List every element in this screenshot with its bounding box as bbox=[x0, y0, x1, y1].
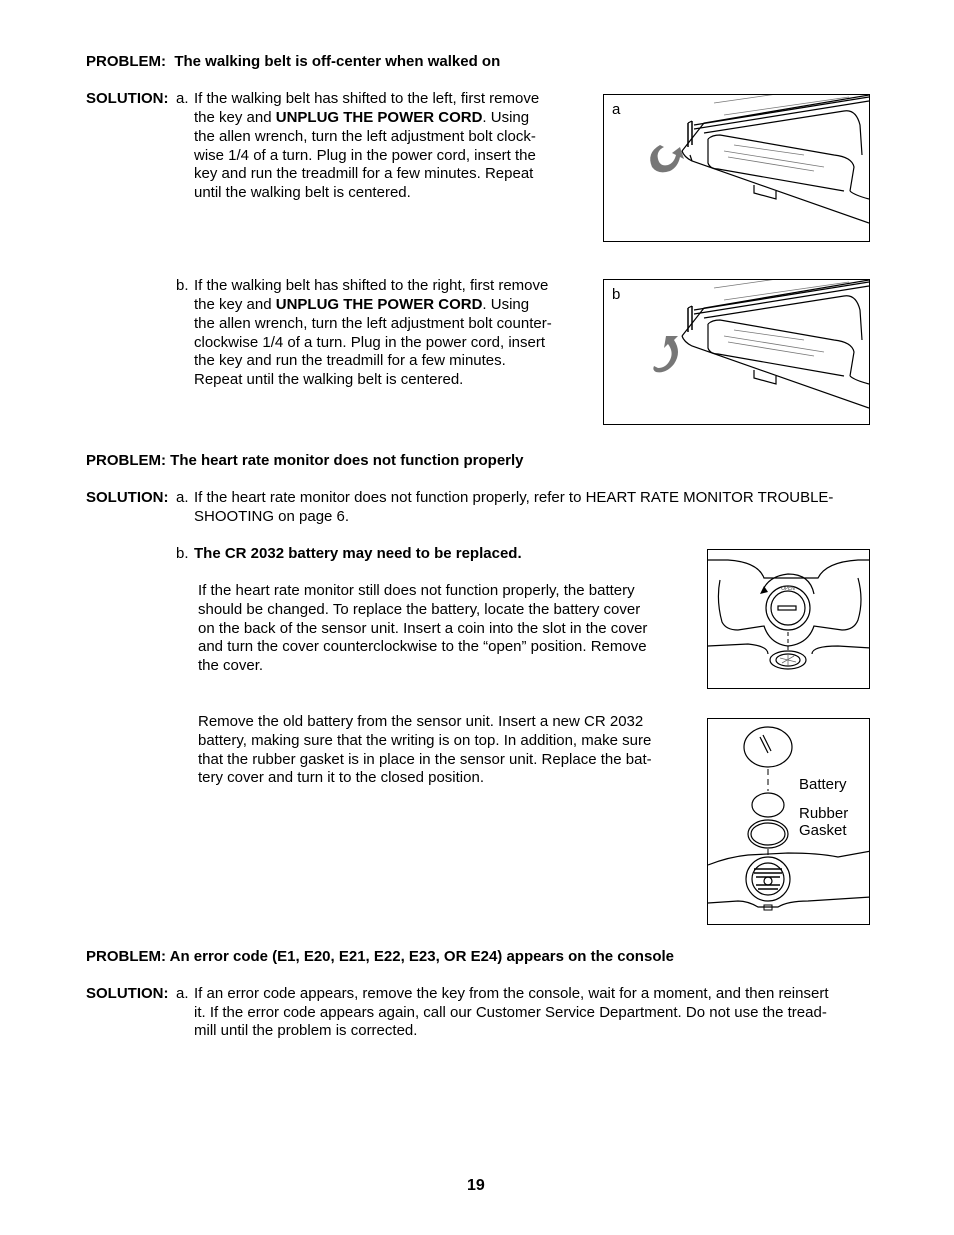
text-line: wise 1/4 of a turn. Plug in the power cord, insert the bbox=[194, 147, 536, 164]
open-marking: OPEN bbox=[781, 586, 795, 592]
text-line bbox=[194, 295, 529, 314]
figure-battery-exploded bbox=[707, 718, 870, 925]
text-line: If an error code appears, remove the key from the console, wait for a moment, and then reinsert bbox=[194, 985, 829, 1002]
text-line: and turn the cover counterclockwise to the “open” position. Remove bbox=[198, 638, 647, 655]
text-span: . Using bbox=[482, 109, 530, 126]
problem-text: The walking belt is off-center when walked on bbox=[174, 53, 501, 70]
problem-heading-belt bbox=[86, 52, 500, 71]
text-line: If the walking belt has shifted to the right, first remove bbox=[194, 277, 549, 294]
text-line: that the rubber gasket is in place in the sensor unit. Replace the bat- bbox=[198, 751, 652, 768]
text-line: mill until the problem is corrected. bbox=[194, 1022, 418, 1039]
item-marker: a. bbox=[176, 489, 189, 506]
text-line: If the heart rate monitor still does not function properly, the battery bbox=[198, 582, 635, 599]
gasket-callout-line2: Gasket bbox=[799, 822, 847, 839]
text-line: key and run the treadmill for a few minutes. Repeat bbox=[194, 165, 534, 182]
figure-label: a bbox=[612, 101, 621, 118]
problem-label: PROBLEM: bbox=[86, 948, 166, 965]
problem-text: The heart rate monitor does not function properly bbox=[170, 452, 524, 469]
problem-heading-hrm bbox=[86, 451, 524, 470]
problem-text: An error code (E1, E20, E21, E22, E23, OR E24) appears on the console bbox=[169, 948, 674, 965]
text-line: it. If the error code appears again, call our Customer Service Department. Do not use the tread- bbox=[194, 1004, 827, 1021]
gasket-callout-line1: Rubber bbox=[799, 805, 849, 822]
text-line: Remove the old battery from the sensor unit. Insert a new CR 2032 bbox=[198, 713, 644, 730]
text-line: If the walking belt has shifted to the left, first remove bbox=[194, 90, 540, 107]
text-line: If the heart rate monitor does not function properly, refer to HEART RATE MONITOR TROUBLE- bbox=[194, 489, 834, 506]
text-line: the allen wrench, turn the left adjustment bolt clock- bbox=[194, 128, 536, 145]
item-marker: b. bbox=[176, 277, 189, 294]
figure-belt-left bbox=[603, 94, 870, 242]
text-line: tery cover and turn it to the closed position. bbox=[198, 769, 484, 786]
item-marker: a. bbox=[176, 90, 189, 107]
battery-callout: Battery bbox=[799, 776, 847, 793]
problem-label: PROBLEM: bbox=[86, 452, 166, 469]
text-line: SHOOTING on page 6. bbox=[194, 508, 350, 525]
battery-heading: The CR 2032 battery may need to be replaced. bbox=[194, 545, 522, 562]
text-line: battery, making sure that the writing is on top. In addition, make sure bbox=[198, 732, 652, 749]
text-line: should be changed. To replace the battery, locate the battery cover bbox=[198, 601, 641, 618]
figure-label: b bbox=[612, 286, 621, 303]
treadmill-deck-illustration bbox=[604, 280, 870, 425]
text-span: the key and bbox=[194, 296, 276, 313]
solution-label: SOLUTION: bbox=[86, 489, 169, 506]
item-marker: b. bbox=[176, 545, 189, 562]
text-line: until the walking belt is centered. bbox=[194, 184, 411, 201]
text-line: the allen wrench, turn the left adjustment bolt counter- bbox=[194, 315, 552, 332]
text-line: the key and run the treadmill for a few minutes. bbox=[194, 352, 506, 369]
figure-belt-right bbox=[603, 279, 870, 425]
sensor-unit-cover-illustration bbox=[708, 550, 870, 689]
text-span: the key and bbox=[194, 109, 276, 126]
text-line: the cover. bbox=[198, 657, 264, 674]
text-line: clockwise 1/4 of a turn. Plug in the power cord, insert bbox=[194, 334, 546, 351]
text-line: on the back of the sensor unit. Insert a coin into the slot in the cover bbox=[198, 620, 648, 637]
problem-heading-error bbox=[86, 947, 674, 966]
unplug-warning: UNPLUG THE POWER CORD bbox=[275, 296, 483, 313]
unplug-warning: UNPLUG THE POWER CORD bbox=[275, 109, 483, 126]
page-number: 19 bbox=[467, 1177, 485, 1194]
solution-label: SOLUTION: bbox=[86, 90, 169, 107]
treadmill-deck-illustration bbox=[604, 95, 870, 242]
text-span: . Using bbox=[482, 296, 530, 313]
text-line bbox=[194, 108, 529, 127]
figure-battery-cover bbox=[707, 549, 870, 689]
text-line: Repeat until the walking belt is centered. bbox=[194, 371, 464, 388]
solution-label: SOLUTION: bbox=[86, 985, 169, 1002]
item-marker: a. bbox=[176, 985, 189, 1002]
problem-label: PROBLEM: bbox=[86, 53, 166, 70]
